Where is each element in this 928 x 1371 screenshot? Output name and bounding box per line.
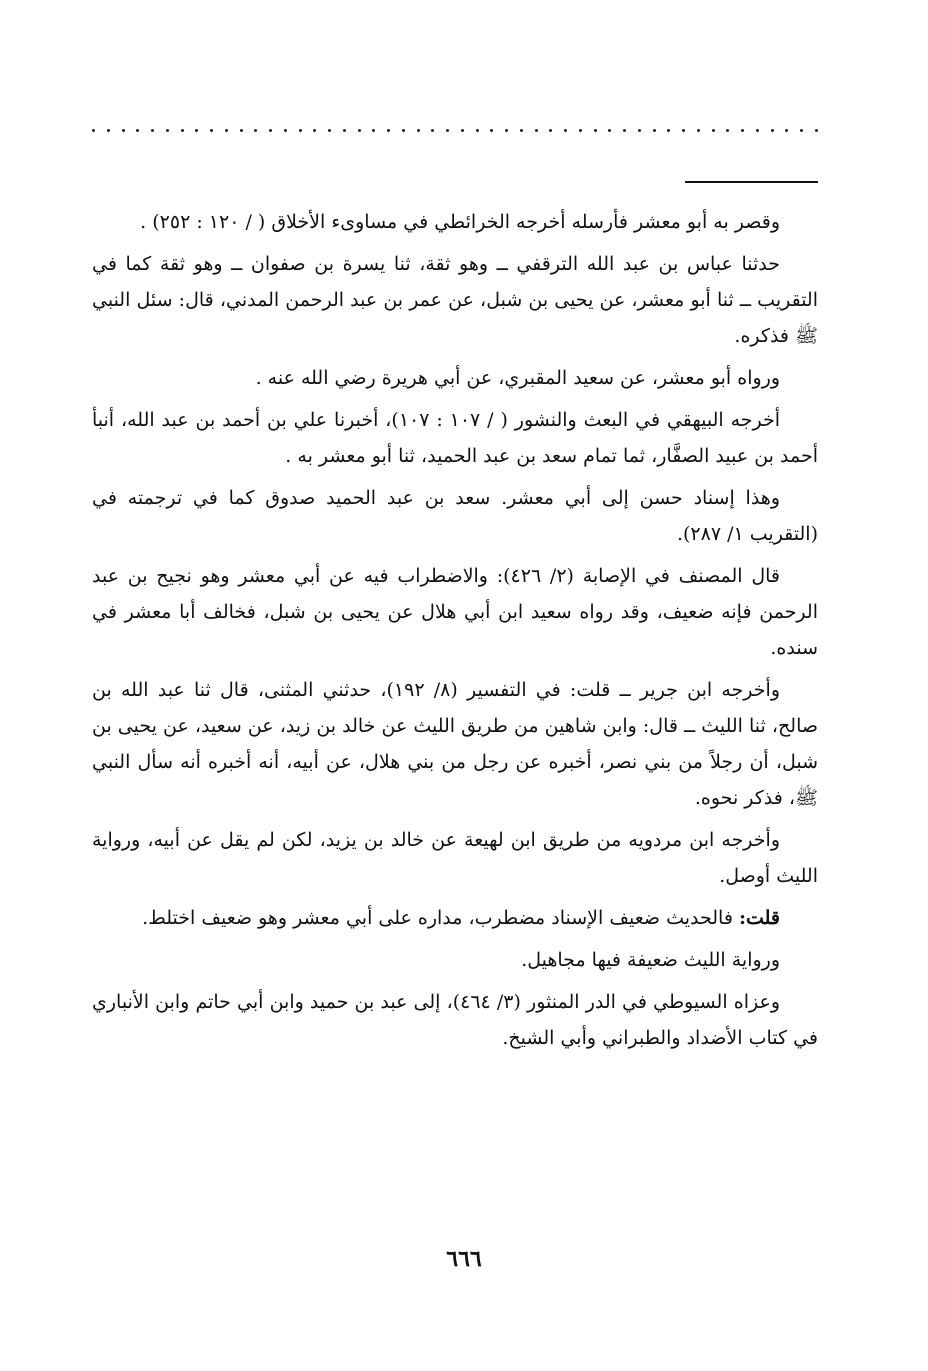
dot bbox=[358, 129, 361, 132]
dot bbox=[667, 129, 670, 132]
paragraph: ورواية الليث ضعيفة فيها مجاهيل. bbox=[521, 949, 780, 971]
dot bbox=[122, 129, 125, 132]
dot bbox=[771, 129, 774, 132]
dot bbox=[181, 129, 184, 132]
dot bbox=[594, 129, 597, 132]
dot bbox=[240, 129, 243, 132]
dot bbox=[210, 129, 213, 132]
dot bbox=[387, 129, 390, 132]
dot bbox=[549, 129, 552, 132]
dot bbox=[638, 129, 641, 132]
paragraph: ورواه أبو معشر، عن سعيد المقبري، عن أبي هريرة رضي الله عنه . bbox=[255, 367, 780, 389]
dot bbox=[166, 129, 169, 132]
dot bbox=[682, 129, 685, 132]
dot bbox=[136, 129, 139, 132]
paragraph: وهذا إسناد حسن إلى أبي معشر. سعد بن عبد الحميد صدوق كما في ترجمته في (التقريب ١/ ٢٨٧). bbox=[92, 487, 818, 545]
dot bbox=[697, 129, 700, 132]
paragraph: وعزاه السيوطي في الدر المنثور (٣/ ٤٦٤)، إلى عبد بن حميد وابن أبي حاتم وابن الأنباري في كتاب الأضداد والطبراني وأبي الشيخ. bbox=[92, 991, 818, 1049]
dot bbox=[785, 129, 788, 132]
dot bbox=[623, 129, 626, 132]
dot bbox=[461, 129, 464, 132]
dot bbox=[490, 129, 493, 132]
dot bbox=[254, 129, 257, 132]
page-body bbox=[92, 204, 818, 1062]
dot bbox=[372, 129, 375, 132]
dot bbox=[151, 129, 154, 132]
dot bbox=[564, 129, 567, 132]
dot bbox=[608, 129, 611, 132]
paragraph: وأخرجه ابن مردويه من طريق ابن لهيعة عن خالد بن يزيد، لكن لم يقل عن أبيه، ورواية الليث أوصل. bbox=[92, 829, 818, 887]
dot bbox=[92, 129, 95, 132]
paragraph: أخرجه البيهقي في البعث والنشور ( / ١٠٧ : ١٠٧)، أخبرنا علي بن أحمد بن عبد الله، أنبأ أحمد بن عبيد الصفَّار، ثما تمام سعد بن عبد الحميد، ثنا أبو معشر به . bbox=[92, 409, 818, 467]
dot bbox=[417, 129, 420, 132]
dot bbox=[712, 129, 715, 132]
dot bbox=[269, 129, 272, 132]
dot bbox=[446, 129, 449, 132]
dot bbox=[299, 129, 302, 132]
dot bbox=[520, 129, 523, 132]
paragraph: قال المصنف في الإصابة (٢/ ٤٢٦): والاضطراب فيه عن أبي معشر وهو نجيح بن عبد الرحمن فإنه ضعيف، وقد رواه سعيد ابن أبي هلال عن يحيى بن شبل، فخالف أبا معشر في سنده. bbox=[92, 565, 818, 659]
dot bbox=[284, 129, 287, 132]
dot bbox=[343, 129, 346, 132]
paragraph: وأخرجه ابن جرير ــ قلت: في التفسير (٨/ ١٩٢)، حدثني المثنى، قال ثنا عبد الله بن صالح، ثنا الليث ــ قال: وابن شاهين من طريق الليث عن خالد بن زيد، عن سعيد، عن يحيى بن شبل، أن رجلاً من بني نصر، أخبره عن رجل من بني هلال، عن أبيه، أنه أخبره أنه سأل النبي ﷺ، فذكر نحوه. bbox=[92, 679, 818, 809]
dot bbox=[195, 129, 198, 132]
dot bbox=[225, 129, 228, 132]
dot bbox=[756, 129, 759, 132]
paragraph-lead: قلت: bbox=[738, 907, 780, 929]
dot bbox=[741, 129, 744, 132]
dotted-separator bbox=[92, 118, 818, 142]
dot bbox=[431, 129, 434, 132]
dot bbox=[476, 129, 479, 132]
dot bbox=[579, 129, 582, 132]
dot bbox=[402, 129, 405, 132]
dot bbox=[535, 129, 538, 132]
dot bbox=[107, 129, 110, 132]
dot bbox=[328, 129, 331, 132]
dot bbox=[800, 129, 803, 132]
dot bbox=[653, 129, 656, 132]
paragraph: حدثنا عباس بن عبد الله الترقفي ــ وهو ثقة، ثنا يسرة بن صفوان ــ وهو ثقة كما في التقريب ــ ثنا أبو معشر، عن يحيى بن شبل، عن عمر بن عبد الرحمن المدني، قال: سئل النبي ﷺ فذكره. bbox=[92, 253, 818, 347]
page-number: ٦٦٦ bbox=[446, 1246, 482, 1272]
footnote-rule bbox=[685, 181, 818, 183]
dot bbox=[313, 129, 316, 132]
dot bbox=[505, 129, 508, 132]
paragraph bbox=[92, 900, 818, 936]
paragraph-text: فالحديث ضعيف الإسناد مضطرب، مداره على أبي معشر وهو ضعيف اختلط. bbox=[142, 907, 739, 929]
paragraph: وقصر به أبو معشر فأرسله أخرجه الخرائطي في مساوىء الأخلاق ( / ١٢٠ : ٢٥٢) . bbox=[140, 211, 780, 233]
dot bbox=[815, 129, 818, 132]
dot bbox=[726, 129, 729, 132]
